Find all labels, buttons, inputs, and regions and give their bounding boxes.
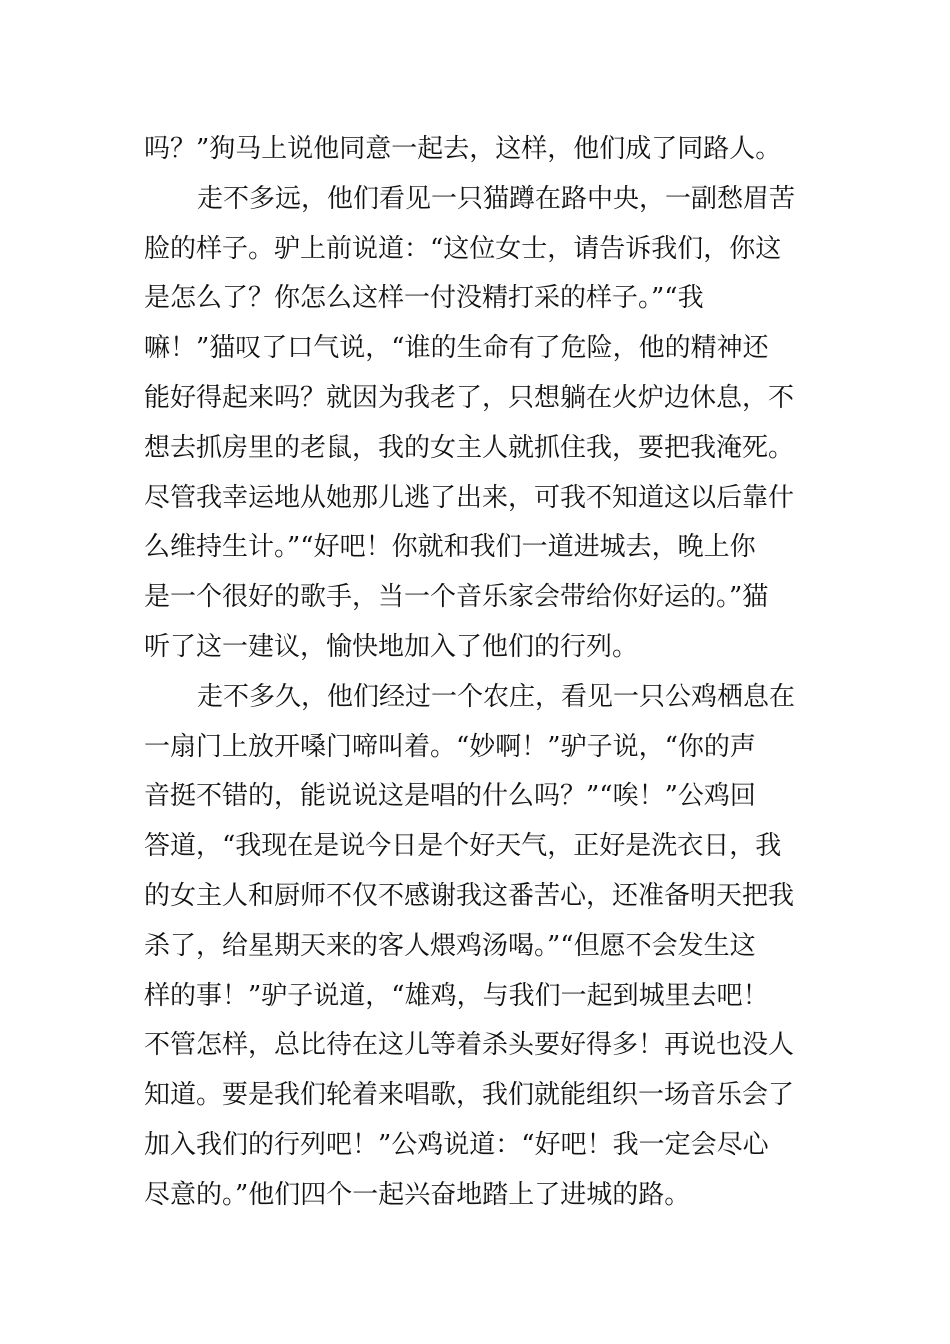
text-line: 是一个很好的歌手，当一个音乐家会带给你好运的。”猫 [144, 582, 769, 613]
text-line: 想去抓房里的老鼠，我的女主人就抓住我，要把我淹死。 [144, 432, 795, 463]
paragraph-start-line: 走不多远，他们看见一只猫蹲在路中央，一副愁眉苦 [197, 183, 796, 214]
text-line: 嘛！”猫叹了口气说，“谁的生命有了危险，他的精神还 [144, 333, 769, 364]
text-line: 一扇门上放开嗓门啼叫着。“妙啊！”驴子说，“你的声 [144, 731, 756, 762]
text-line: 吗？”狗马上说他同意一起去，这样，他们成了同路人。 [144, 134, 782, 164]
text-line: 知道。要是我们轮着来唱歌，我们就能组织一场音乐会了 [144, 1080, 795, 1111]
text-line: 尽管我幸运地从她那儿逃了出来，可我不知道这以后靠什 [144, 482, 795, 513]
text-line: 尽意的。”他们四个一起兴奋地踏上了进城的路。 [144, 1179, 691, 1210]
text-line: 的女主人和厨师不仅不感谢我这番苦心，还准备明天把我 [144, 880, 795, 911]
text-line: 样的事！”驴子说道，“雄鸡，与我们一起到城里去吧！ [144, 980, 769, 1011]
text-line: 不管怎样，总比待在这儿等着杀头要好得多！再说也没人 [144, 1030, 795, 1061]
story-text [144, 125, 809, 1221]
text-line: 么维持生计。”“好吧！你就和我们一道进城去，晚上你 [144, 532, 756, 563]
text-line: 听了这一建议，愉快地加入了他们的行列。 [144, 631, 639, 662]
text-line: 脸的样子。驴上前说道：“这位女士，请告诉我们，你这 [144, 233, 782, 264]
text-line: 答道，“我现在是说今日是个好天气，正好是洗衣日，我 [144, 831, 782, 862]
paragraph-start-line: 走不多久，他们经过一个农庄，看见一只公鸡栖息在 [197, 681, 796, 712]
text-line: 杀了，给星期天来的客人煨鸡汤喝。”“但愿不会发生这 [144, 930, 756, 961]
text-line: 音挺不错的，能说说这是唱的什么吗？”“唉！”公鸡回 [144, 781, 756, 812]
text-line: 是怎么了？你怎么这样一付没精打采的样子。”“我 [144, 283, 704, 314]
text-line: 加入我们的行列吧！”公鸡说道：“好吧！我一定会尽心 [144, 1129, 769, 1160]
text-line: 能好得起来吗？就因为我老了，只想躺在火炉边休息，不 [144, 382, 795, 413]
